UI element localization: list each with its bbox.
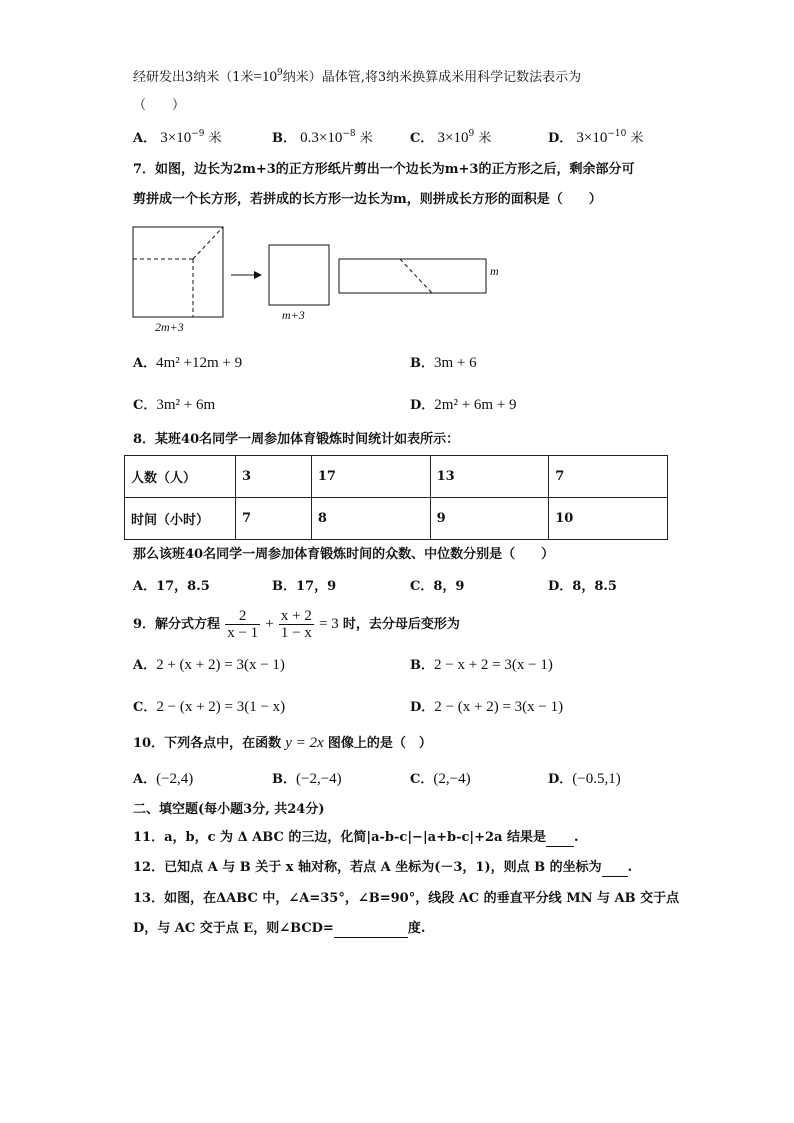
table-cell: 17	[311, 456, 430, 498]
q10-stem: 10．下列各点中，在函数 y = 2x 图像上的是（ ）	[133, 735, 432, 751]
q8-table	[124, 455, 668, 540]
q6-option-b[interactable]: B． $0.3\times 10^{-8}$ 米	[272, 129, 373, 146]
q7-label-rect: m	[490, 264, 499, 278]
q8-row2-label: 时间（小时）	[125, 498, 236, 540]
q8-option-a[interactable]: A．17，8.5	[133, 579, 210, 594]
q12-stem: 12．已知点 A 与 B 关于 x 轴对称，若点 A 坐标为(－3，1)，则点 B 的坐标为 .	[133, 860, 633, 875]
q9-fraction-2: $\frac{x + 2}{1 - x}$	[280, 608, 312, 641]
q9-option-d[interactable]: D．2 − (x + 2) = 3(x − 1)	[410, 699, 564, 715]
q9-option-c[interactable]: C．2 − (x + 2) = 3(1 − x)	[133, 699, 286, 715]
q7-rectangle	[339, 259, 486, 293]
q7-label-big: 2m+3	[155, 320, 184, 334]
q6-answer-paren: （ ）	[133, 98, 186, 113]
table-cell: 8	[311, 498, 430, 540]
q9-fraction-1: $\frac{2}{x - 1}$	[227, 608, 259, 641]
table-cell: 9	[430, 498, 549, 540]
section2-title: 二、填空题(每小题3分, 共24分)	[133, 802, 325, 817]
q13-answer-blank[interactable]	[334, 923, 408, 938]
q7-big-square	[133, 227, 223, 317]
q7-arrow-head	[254, 271, 262, 279]
q7-small-square	[269, 245, 329, 305]
q8-option-b[interactable]: B．17，9	[272, 579, 337, 594]
table-cell: 3	[236, 456, 312, 498]
table-row	[125, 456, 668, 498]
q9-option-a[interactable]: A．2 + (x + 2) = 3(x − 1)	[133, 657, 285, 673]
q6-option-c[interactable]: C． $3\times 10^9$ 米	[410, 129, 492, 146]
q9-option-b[interactable]: B．2 − x + 2 = 3(x − 1)	[410, 657, 553, 673]
q8-row1-label: 人数（人）	[125, 456, 236, 498]
q6-stem: 经研发出3纳米（1米$=10^9$纳米）晶体管,将3纳米换算成米用科学记数法表示为	[133, 68, 582, 85]
q10-option-c[interactable]: C．(2,−4)	[410, 771, 471, 787]
q7-option-d[interactable]: D．2m² + 6m + 9	[410, 397, 517, 413]
q7-stem-line2: 剪拼成一个长方形，若拼成的长方形一边长为m，则拼成长方形的面积是（ ）	[133, 192, 602, 207]
q10-option-d[interactable]: D．(−0.5,1)	[548, 771, 621, 787]
table-cell: 10	[549, 498, 668, 540]
q8-stem: 8．某班40名同学一周参加体育锻炼时间统计如表所示：	[133, 432, 460, 447]
q6-option-d[interactable]: D． $3\times 10^{-10}$ 米	[548, 129, 644, 146]
q6-option-a[interactable]: A． $3\times 10^{-9}$ 米	[133, 129, 222, 146]
q8-option-d[interactable]: D．8，8.5	[548, 579, 617, 594]
q12-answer-blank[interactable]	[602, 862, 628, 877]
q11-answer-blank[interactable]	[546, 832, 574, 847]
q8-question: 那么该班40名同学一周参加体育锻炼时间的众数、中位数分别是（ ）	[133, 547, 555, 562]
q7-rectangle-cut	[400, 259, 432, 293]
table-cell: 7	[236, 498, 312, 540]
q10-option-a[interactable]: A．(−2,4)	[133, 771, 194, 787]
q7-figure	[130, 222, 510, 322]
q11-stem: 11．a，b，c 为 Δ ABC 的三边，化简|a-b-c|−|a+b-c|+2a 结果是 .	[133, 830, 579, 845]
q7-stem-line1: 7．如图，边长为2m+3的正方形纸片剪出一个边长为m+3的正方形之后，剩余部分可	[133, 162, 635, 177]
table-cell: 13	[430, 456, 549, 498]
q7-option-a[interactable]: A．4m² +12m + 9	[133, 355, 243, 371]
q9-stem: 9．解分式方程 $\frac{2}{x - 1}$ + $\frac{x + 2}{1 - x}$ = 3 时，去分母后变形为	[133, 608, 460, 641]
q7-label-small: m+3	[282, 308, 305, 322]
q10-option-b[interactable]: B．(−2,−4)	[272, 771, 342, 787]
q8-option-c[interactable]: C．8，9	[410, 579, 465, 594]
table-row	[125, 498, 668, 540]
q7-option-b[interactable]: B．3m + 6	[410, 355, 477, 371]
q7-option-c[interactable]: C．3m² + 6m	[133, 397, 216, 413]
table-cell: 7	[549, 456, 668, 498]
q13-stem-line2: D，与 AC 交于点 E，则∠BCD= 度.	[133, 921, 426, 936]
q7-cut-diagonal	[193, 227, 223, 259]
q13-stem-line1: 13．如图，在ΔABC 中，∠A=35°，∠B=90°，线段 AC 的垂直平分线 MN 与 AB 交于点	[133, 891, 680, 906]
